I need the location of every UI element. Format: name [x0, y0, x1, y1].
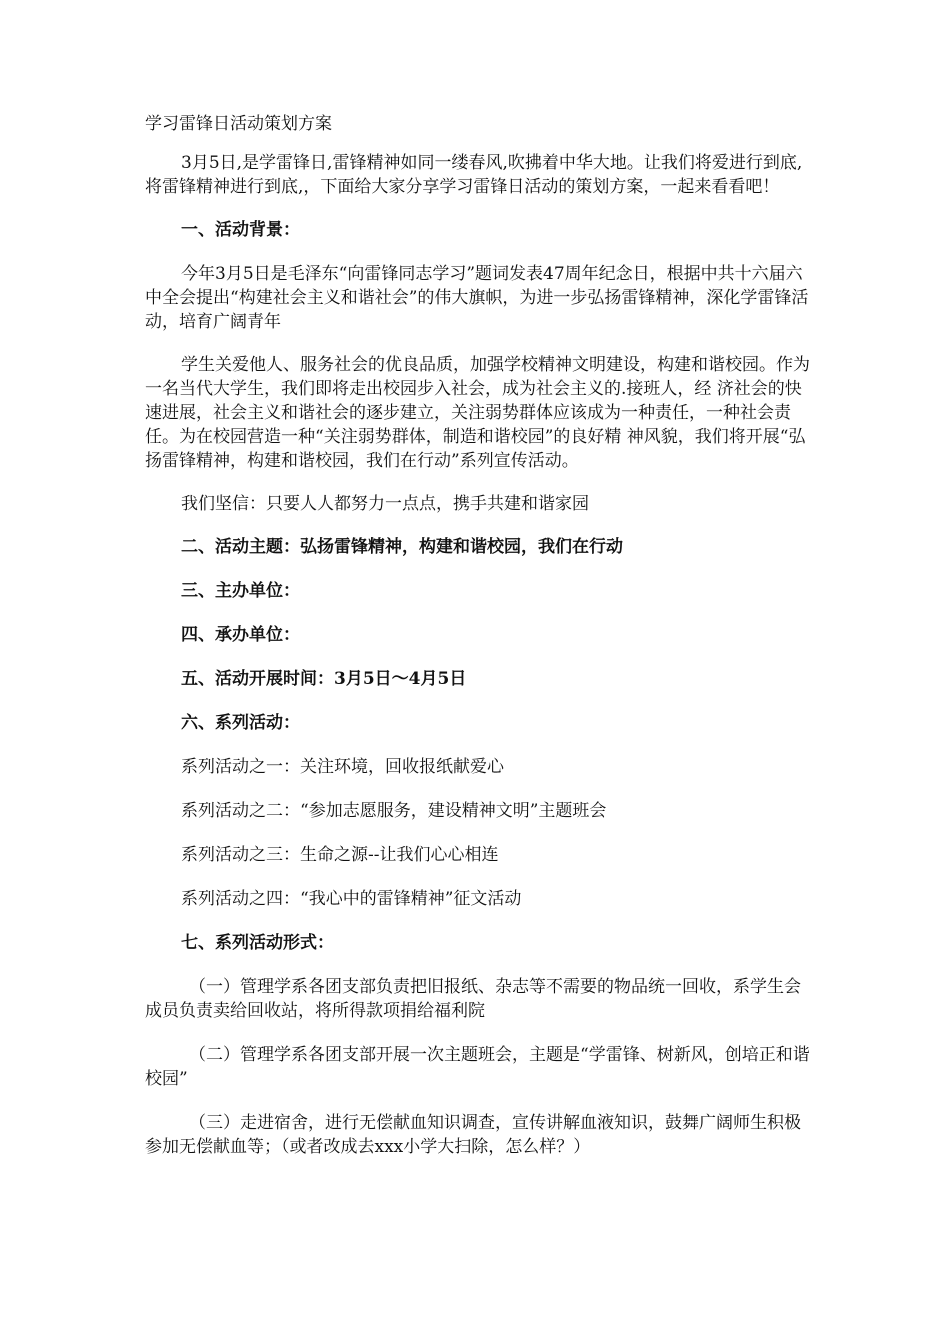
background-paragraph-1: 今年3月5日是毛泽东“向雷锋同志学习”题词发表47周年纪念日，根据中共十六届六中全会提出“构建社会主义和谐社会”的伟大旗帜，为进一步弘扬雷锋精神，深化学雷锋活动，培育广阔青年	[145, 264, 809, 332]
form-item: （三）走进宿舍，进行无偿献血知识调查，宣传讲解血液知识，鼓舞广阔师生积极参加无偿献血等；（或者改成去xxx小学大扫除，怎么样？）	[145, 1113, 801, 1157]
section-heading-activities: 六、系列活动：	[181, 713, 300, 733]
document-page	[145, 112, 810, 1179]
intro-paragraph: 3月5日,是学雷锋日,雷锋精神如同一缕春风,吹拂着中华大地。让我们将爱进行到底,将雷锋精神进行到底,，下面给大家分享学习雷锋日活动的策划方案，一起来看看吧！	[145, 153, 803, 197]
form-item: （一）管理学系各团支部负责把旧报纸、杂志等不需要的物品统一回收，系学生会成员负责卖给回收站，将所得款项捐给福利院	[145, 977, 801, 1021]
background-paragraph-2: 学生关爱他人、服务社会的优良品质，加强学校精神文明建设，构建和谐校园。作为一名当代大学生，我们即将走出校园步入社会，成为社会主义的.接班人，经 济社会的快速进展，社会主义和谐社会的逐步建立，关注弱势群体应该成为一种责任，一种社会责任。为在校园营造一种“关注弱势群体，制造和谐校园”的良好精 神风貌，我们将开展“弘扬雷锋精神，构建和谐校园，我们在行动”系列宣传活动。	[145, 355, 810, 471]
activity-item: 系列活动之四：“我心中的雷锋精神”征文活动	[181, 889, 522, 909]
activity-item: 系列活动之二：“参加志愿服务，建设精神文明”主题班会	[181, 801, 607, 821]
form-item: （二）管理学系各团支部开展一次主题班会，主题是“学雷锋、树新风，创培正和谐校园”	[145, 1045, 810, 1089]
activity-item: 系列活动之三：生命之源--让我们心心相连	[181, 845, 499, 865]
section-heading-forms: 七、系列活动形式：	[181, 933, 334, 953]
section-heading-undertaker: 四、承办单位：	[181, 625, 300, 645]
section-heading-background: 一、活动背景：	[181, 220, 300, 240]
background-paragraph-3: 我们坚信：只要人人都努力一点点，携手共建和谐家园	[181, 494, 589, 514]
document-title: 学习雷锋日活动策划方案	[145, 114, 332, 134]
section-heading-organizer: 三、主办单位：	[181, 581, 300, 601]
section-heading-time: 五、活动开展时间：3月5日～4月5日	[181, 669, 467, 689]
section-heading-theme: 二、活动主题：弘扬雷锋精神，构建和谐校园，我们在行动	[181, 537, 623, 557]
activity-item: 系列活动之一：关注环境，回收报纸献爱心	[181, 757, 504, 777]
